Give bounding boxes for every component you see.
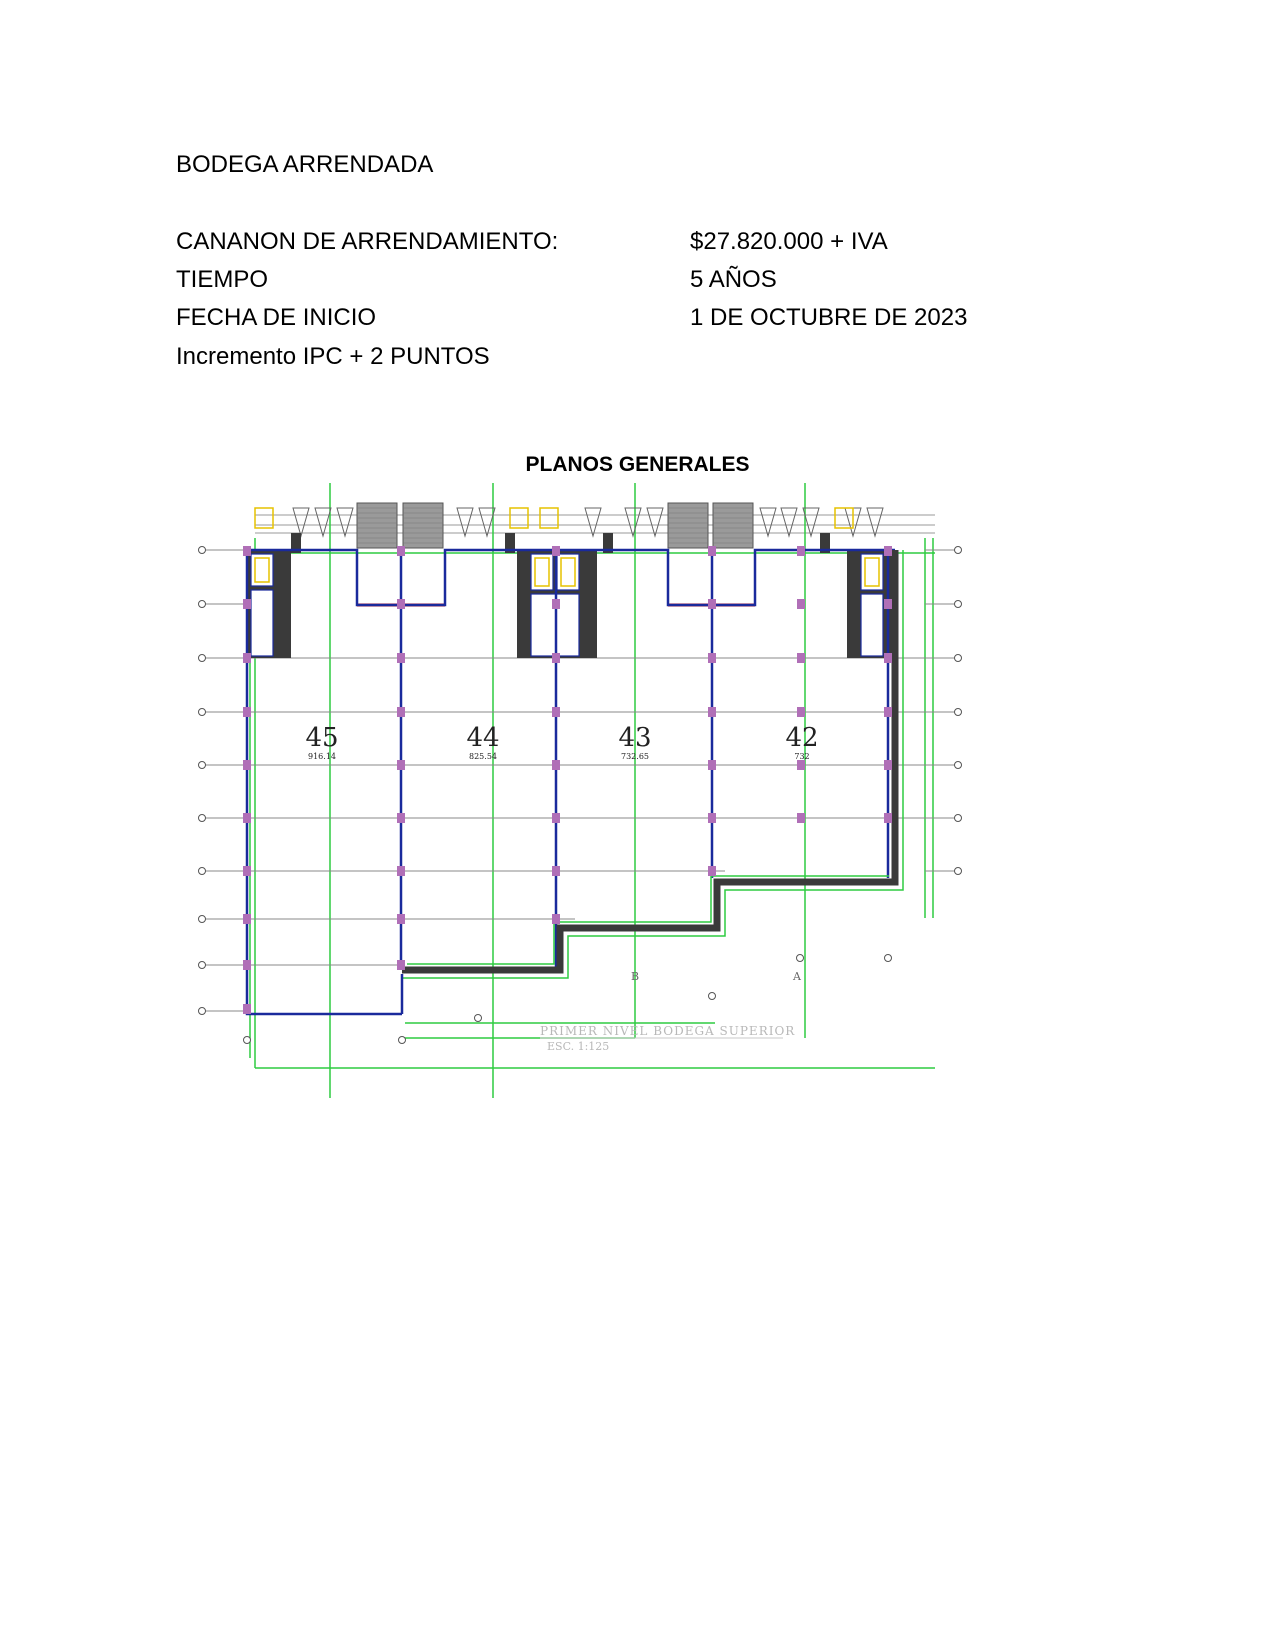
term-value: 5 AÑOS [690, 266, 777, 293]
drawing-caption [540, 1024, 795, 1053]
unit-43-number: 43 [618, 723, 652, 753]
scale-text: ESC. 1:125 [547, 1040, 610, 1053]
axis-label-b: B [630, 970, 640, 983]
axis-label-a: A [793, 970, 801, 983]
exterior-wall-accent [402, 550, 903, 978]
unit-42-area: 732 [794, 752, 810, 761]
unit-44-number: 44 [466, 723, 500, 753]
start-date-value: 1 DE OCTUBRE DE 2023 [690, 304, 968, 331]
caption-text: PRIMER NIVEL BODEGA SUPERIOR [540, 1024, 796, 1038]
service-rooms [251, 554, 883, 656]
unit-labels [305, 723, 818, 761]
document-heading: BODEGA ARRENDADA [176, 151, 434, 178]
term-label: TIEMPO [176, 266, 269, 293]
unit-45-number: 45 [305, 723, 339, 753]
increment-note: Incremento IPC + 2 PUNTOS [176, 343, 490, 370]
unit-43-area: 732.65 [621, 752, 649, 761]
plans-title: PLANOS GENERALES [525, 453, 750, 476]
start-date-label: FECHA DE INICIO [176, 304, 377, 331]
floor-plan-drawing [195, 478, 965, 1098]
unit-44-area: 825.54 [469, 752, 497, 761]
floor-plan [195, 478, 965, 1103]
unit-45-area: 916.14 [308, 752, 336, 761]
axis-letters [631, 970, 802, 983]
unit-42-number: 42 [785, 723, 819, 753]
rent-value: $27.820.000 + IVA [690, 228, 888, 255]
rent-label: CANANON DE ARRENDAMIENTO: [176, 228, 559, 255]
